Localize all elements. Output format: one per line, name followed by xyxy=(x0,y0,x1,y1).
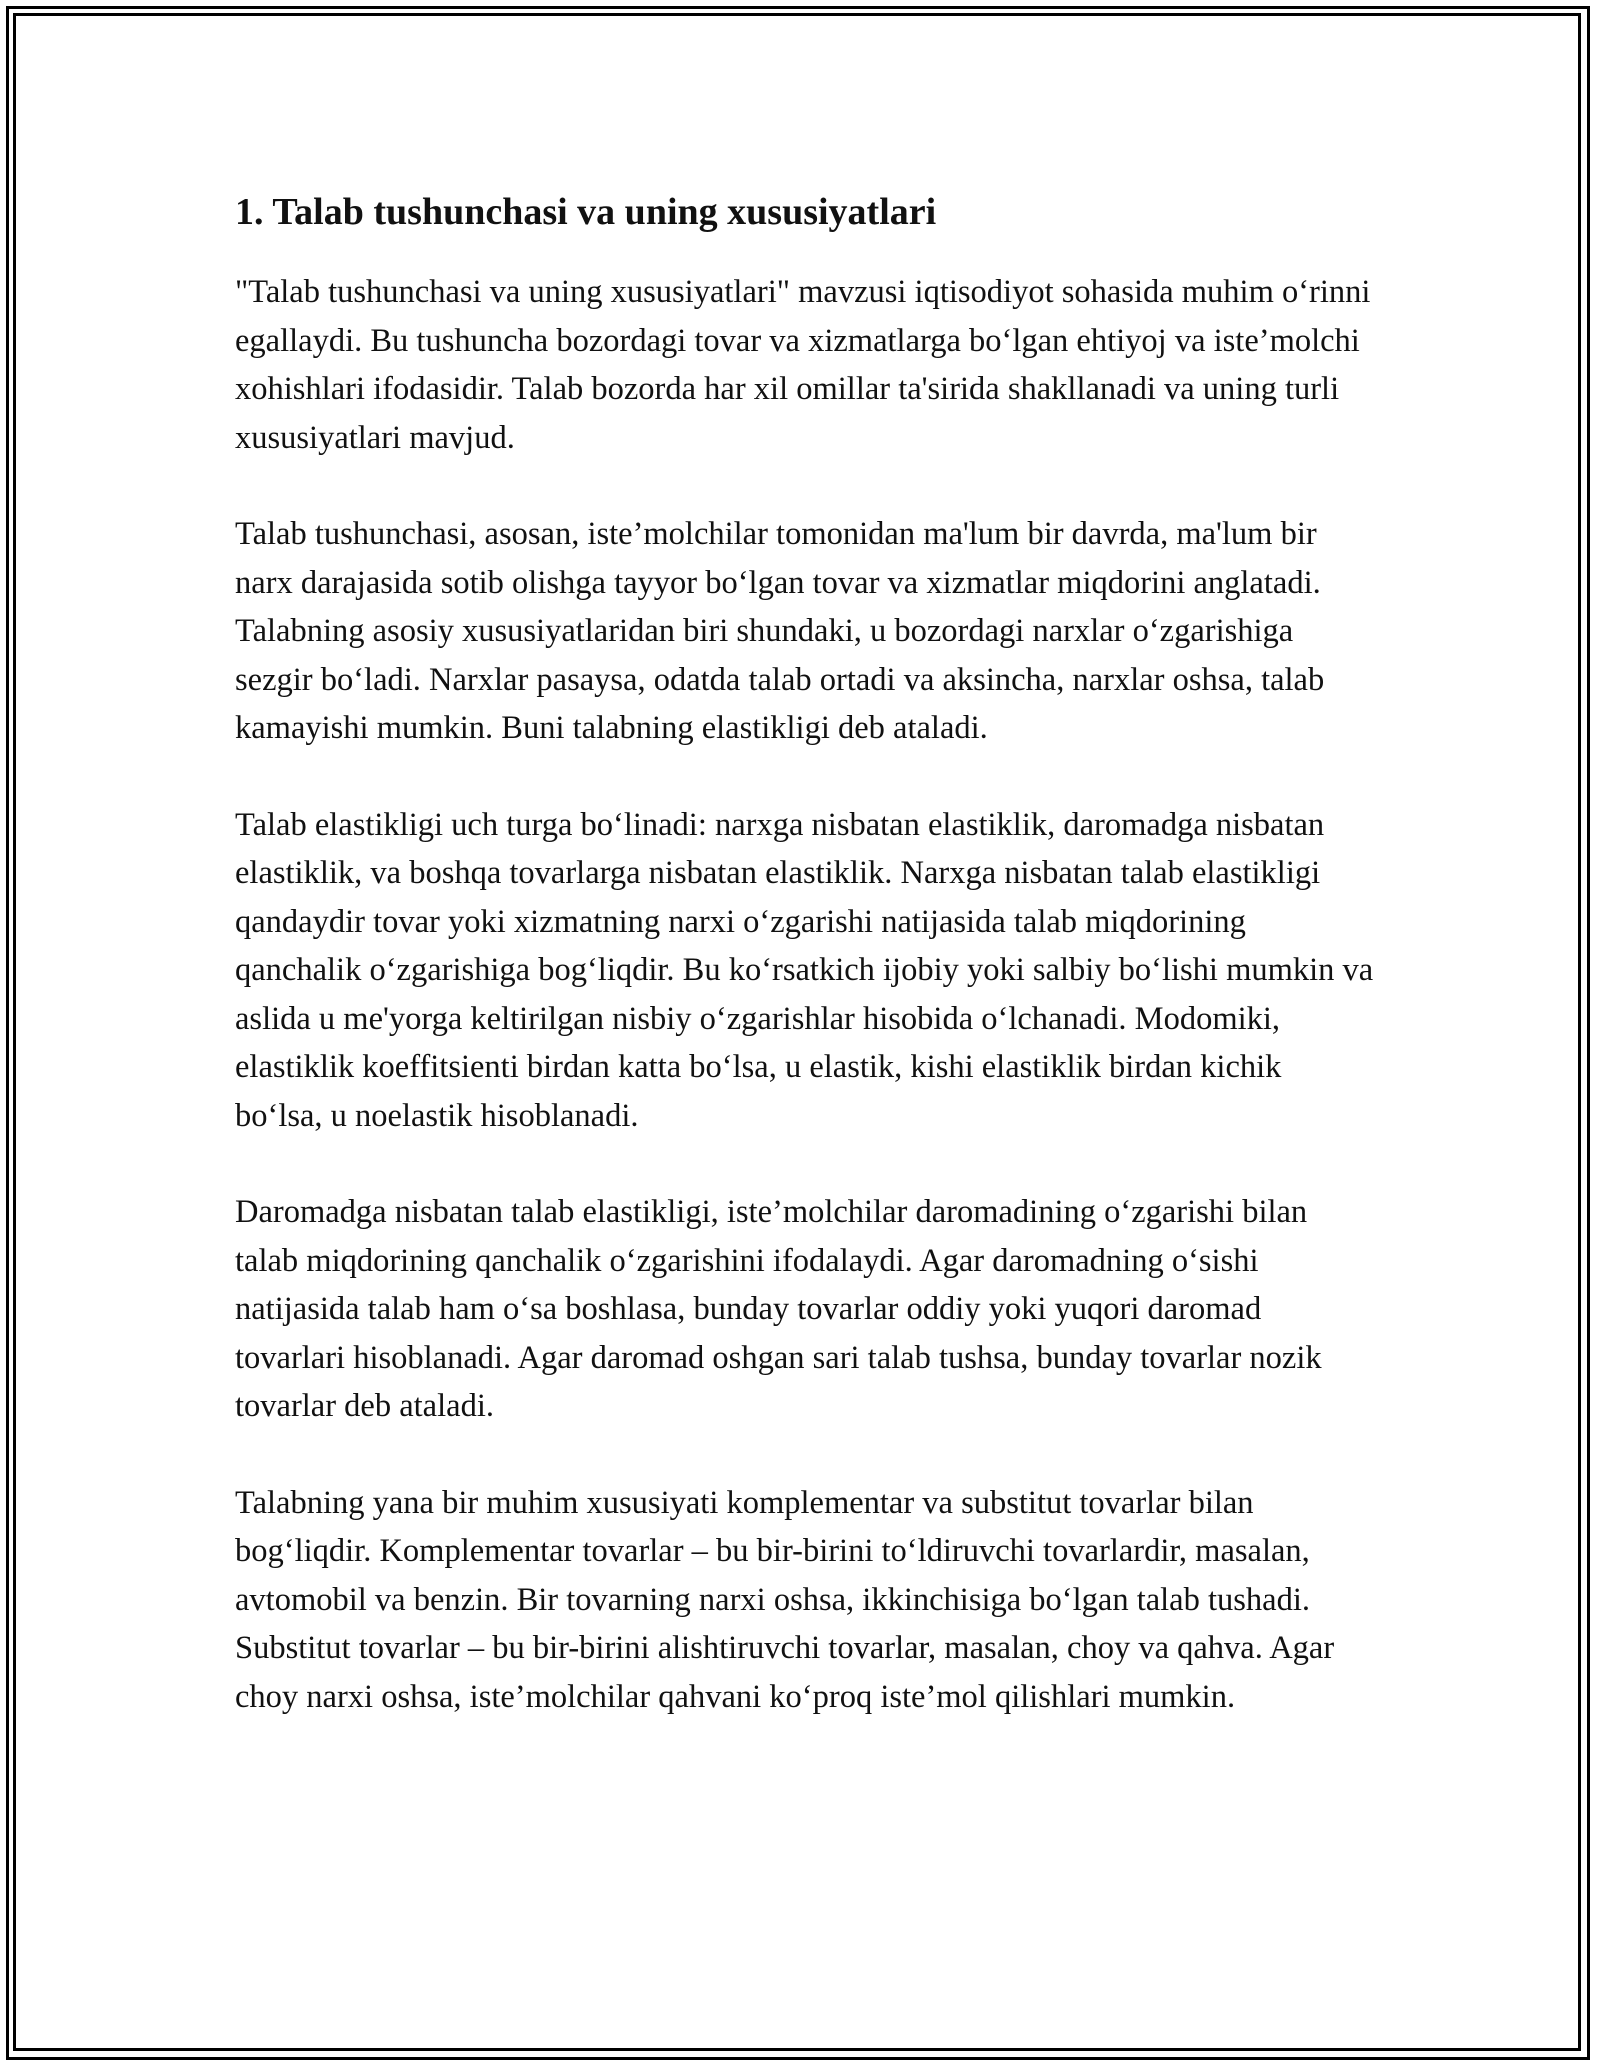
section-heading: 1. Talab tushunchasi va uning xususiyatlari xyxy=(235,191,937,233)
paragraph-1: "Talab tushunchasi va uning xususiyatlari" mavzusi iqtisodiyot sohasida muhim oʻrinni egallaydi. Bu tushuncha bozordagi tovar va xizmatlarga boʻlgan ehtiyoj va iste’molchi xohishlari ifodasidir. Talab bozorda har xil omillar ta'sirida shakllanadi va uning turli xususiyatlari mavjud. xyxy=(235,274,1371,456)
document-body xyxy=(235,186,1375,1769)
paragraph-4: Daromadga nisbatan talab elastikligi, iste’molchilar daromadining oʻzgarishi bilan talab miqdorining qanchalik oʻzgarishini ifodalaydi. Agar daromadning oʻsishi natijasida talab ham oʻsa boshlasa, bunday tovarlar oddiy yoki yuqori daromad tovarlari hisoblanadi. Agar daromad oshgan sari talab tushsa, bunday tovarlar nozik tovarlar deb ataladi. xyxy=(235,1194,1322,1424)
paragraph-5: Talabning yana bir muhim xususiyati komplementar va substitut tovarlar bilan bogʻliqdir. Komplementar tovarlar – bu bir-birini toʻldiruvchi tovarlardir, masalan, avtomobil va benzin. Bir tovarning narxi oshsa, ikkinchisiga boʻlgan talab tushadi. Substitut tovarlar – bu bir-birini alishtiruvchi tovarlar, masalan, choy va qahva. Agar choy narxi oshsa, iste’molchilar qahvani koʻproq iste’mol qilishlari mumkin. xyxy=(235,1484,1335,1715)
paragraph-2: Talab tushunchasi, asosan, iste’molchilar tomonidan ma'lum bir davrda, ma'lum bir narx darajasida sotib olishga tayyor boʻlgan tovar va xizmatlar miqdorini anglatadi. Talabning asosiy xususiyatlaridan biri shundaki, u bozordagi narxlar oʻzgarishiga sezgir boʻladi. Narxlar pasaysa, odatda talab ortadi va aksincha, narxlar oshsa, talab kamayishi mumkin. Buni talabning elastikligi deb ataladi. xyxy=(235,516,1325,746)
paragraph-3: Talab elastikligi uch turga boʻlinadi: narxga nisbatan elastiklik, daromadga nisbatan elastiklik, va boshqa tovarlarga nisbatan elastiklik. Narxga nisbatan talab elastikligi qandaydir tovar yoki xizmatning narxi oʻzgarishi natijasida talab miqdorining qanchalik oʻzgarishiga bogʻliqdir. Bu koʻrsatkich ijobiy yoki salbiy boʻlishi mumkin va aslida u me'yorga keltirilgan nisbiy oʻzgarishlar hisobida oʻlchanadi. Modomiki, elastiklik koeffitsienti birdan katta boʻlsa, u elastik, kishi elastiklik birdan kichik boʻlsa, u noelastik hisoblanadi. xyxy=(235,806,1374,1134)
